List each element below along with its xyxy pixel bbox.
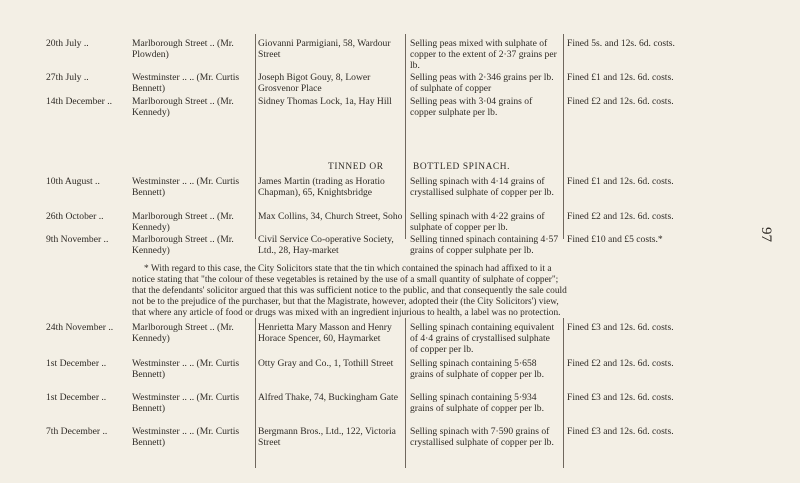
date-cell: 1st December .. xyxy=(46,392,107,403)
court-cell: Westminster .. .. (Mr. Curtis Bennett) xyxy=(132,176,240,198)
court-cell: Marlborough Street .. (Mr. Kennedy) xyxy=(132,211,234,233)
penalty-cell: Fined £1 and 12s. 6d. costs. xyxy=(567,176,674,187)
defendant-cell: Henrietta Mary Masson and Henry Horace Spencer, 60, Haymarket xyxy=(258,322,392,344)
date-cell: 1st December .. xyxy=(46,358,107,369)
court-cell: Marlborough Street .. (Mr. Kennedy) xyxy=(132,234,234,256)
defendant-cell: Bergmann Bros., Ltd., 122, Victoria Street xyxy=(258,426,396,448)
defendant-cell: James Martin (trading as Horatio Chapman), 65, Knightsbridge xyxy=(258,176,385,198)
defendant-cell: Sidney Thomas Lock, 1a, Hay Hill xyxy=(258,96,392,107)
court-cell: Westminster .. .. (Mr. Curtis Bennett) xyxy=(132,392,240,414)
offence-cell: Selling peas with 3·04 grains of copper sulphate per lb. xyxy=(410,96,533,118)
column-rule xyxy=(563,318,564,468)
penalty-cell: Fined £2 and 12s. 6d. costs. xyxy=(567,358,674,369)
date-cell: 9th November .. xyxy=(46,234,109,245)
date-cell: 26th October .. xyxy=(46,211,104,222)
column-rule xyxy=(563,34,564,239)
section-heading-left: TINNED OR xyxy=(328,162,384,172)
date-cell: 10th August .. xyxy=(46,176,100,187)
date-cell: 20th July .. xyxy=(46,38,89,49)
court-cell: Marlborough Street .. (Mr. Kennedy) xyxy=(132,322,234,344)
offence-cell: Selling peas mixed with sulphate of copper to the extent of 2·37 grains per lb. xyxy=(410,38,557,71)
penalty-cell: Fined £2 and 12s. 6d. costs. xyxy=(567,96,674,107)
page-number: 97 xyxy=(758,227,774,242)
defendant-cell: Max Collins, 34, Church Street, Soho xyxy=(258,211,403,222)
penalty-cell: Fined £1 and 12s. 6d. costs. xyxy=(567,72,674,83)
date-cell: 14th December .. xyxy=(46,96,113,107)
penalty-cell: Fined 5s. and 12s. 6d. costs. xyxy=(567,38,675,49)
offence-cell: Selling spinach with 7·590 grains of crystallised sulphate of copper per lb. xyxy=(410,426,554,448)
court-cell: Westminster .. .. (Mr. Curtis Bennett) xyxy=(132,358,240,380)
court-cell: Westminster .. .. (Mr. Curtis Bennett) xyxy=(132,426,240,448)
column-rule xyxy=(405,34,406,239)
court-cell: Marlborough Street .. (Mr. Kennedy) xyxy=(132,96,234,118)
section-heading-right: BOTTLED SPINACH. xyxy=(413,162,511,172)
offence-cell: Selling spinach containing 5·658 grains of sulphate of copper per lb. xyxy=(410,358,545,380)
column-rule xyxy=(255,318,256,468)
penalty-cell: Fined £2 and 12s. 6d. costs. xyxy=(567,211,674,222)
defendant-cell: Joseph Bigot Gouy, 8, Lower Grosvenor Place xyxy=(258,72,371,94)
court-cell: Marlborough Street .. (Mr. Plowden) xyxy=(132,38,234,60)
offence-cell: Selling tinned spinach containing 4·57 grains of copper sulphate per lb. xyxy=(410,234,559,256)
footnote: * With regard to this case, the City Solicitors state that the tin which contained the spinach had affixed to it a notice stating that "the colour of these vegetables is retained by the use of a small quantity of sulphate of copper"; that the defendants' solicitor argued that this was sufficient notice to the public, and that consequently the sale could not be to the prejudice of the purchaser, but that the Magistrate, however, adopted their (the City Solicitors') view, that where any article of food or drugs was mixed with an ingredient injurious to health, a label was no protection. xyxy=(132,264,567,319)
offence-cell: Selling spinach with 4·14 grains of crystallised sulphate of copper per lb. xyxy=(410,176,554,198)
offence-cell: Selling spinach containing 5·934 grains of sulphate of copper per lb. xyxy=(410,392,545,414)
defendant-cell: Civil Service Co-operative Society, Ltd., 28, Hay-market xyxy=(258,234,394,256)
date-cell: 24th November .. xyxy=(46,322,114,333)
column-rule xyxy=(255,34,256,239)
penalty-cell: Fined £10 and £5 costs.* xyxy=(567,234,663,245)
date-cell: 7th December .. xyxy=(46,426,108,437)
penalty-cell: Fined £3 and 12s. 6d. costs. xyxy=(567,392,674,403)
offence-cell: Selling spinach containing equivalent of 4·4 grains of crystallised sulphate of copper per lb. xyxy=(410,322,555,355)
penalty-cell: Fined £3 and 12s. 6d. costs. xyxy=(567,426,674,437)
defendant-cell: Alfred Thake, 74, Buckingham Gate xyxy=(258,392,398,403)
defendant-cell: Otty Gray and Co., 1, Tothill Street xyxy=(258,358,394,369)
offence-cell: Selling spinach with 4·22 grains of sulphate of copper per lb. xyxy=(410,211,545,233)
column-rule xyxy=(405,318,406,468)
date-cell: 27th July .. xyxy=(46,72,89,83)
offence-cell: Selling peas with 2·346 grains per lb. of sulphate of copper xyxy=(410,72,554,94)
penalty-cell: Fined £3 and 12s. 6d. costs. xyxy=(567,322,674,333)
defendant-cell: Giovanni Parmigiani, 58, Wardour Street xyxy=(258,38,391,60)
court-cell: Westminster .. .. (Mr. Curtis Bennett) xyxy=(132,72,240,94)
